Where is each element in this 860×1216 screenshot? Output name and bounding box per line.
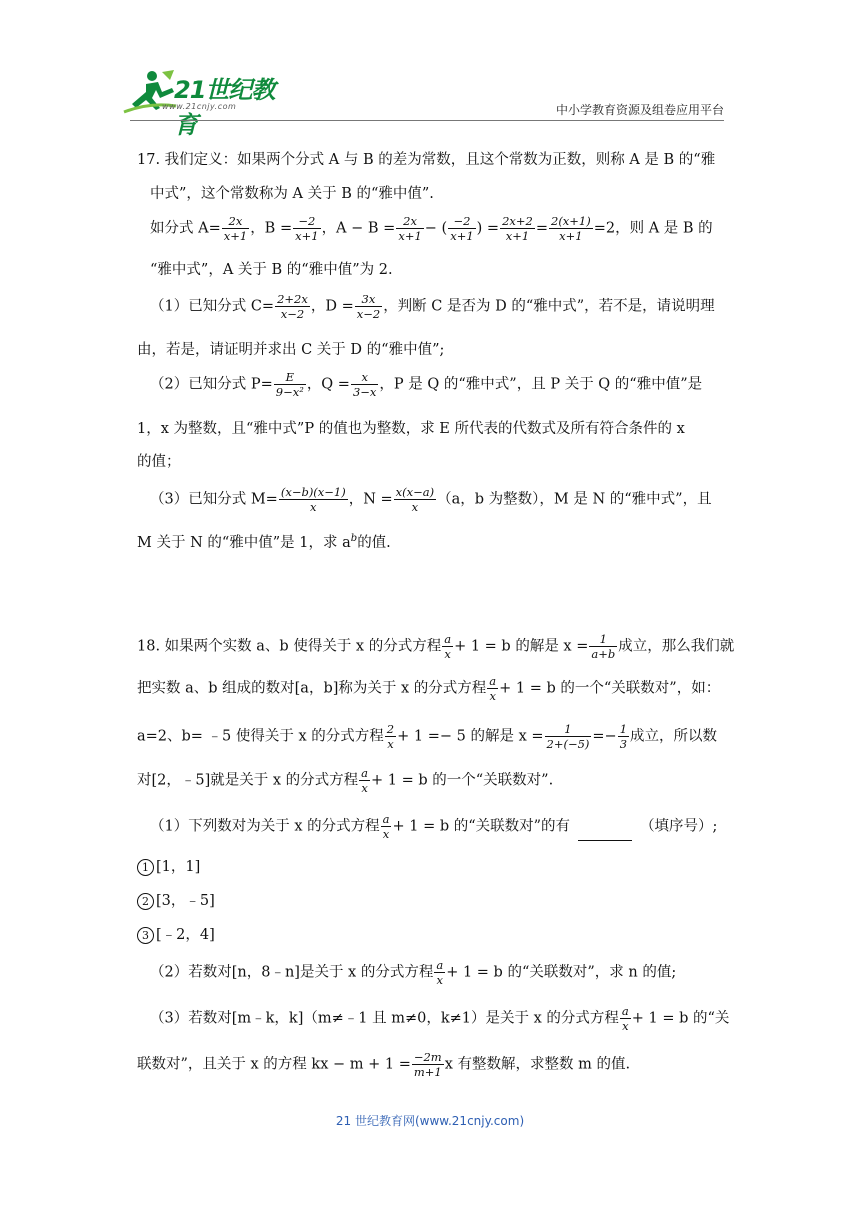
text: 成立，所以数: [630, 728, 718, 745]
text: + 1 =− 5 的解是 x =: [397, 728, 544, 745]
numerator: 1: [589, 632, 617, 647]
text: ，判断 C 是否为 D 的“雅中式”，若不是，请说明理: [383, 298, 715, 315]
fraction: [442, 632, 453, 661]
q17-part-2: [150, 370, 702, 399]
q17-part-1: [150, 292, 715, 321]
numerator: 3x: [355, 292, 382, 307]
fraction: [618, 722, 629, 751]
denominator: x: [622, 1019, 629, 1033]
q17-line-1: 17. 我们定义：如果两个分式 A 与 B 的差为常数，且这个常数为正数，则称 A 是 B 的“雅: [137, 152, 716, 168]
q17-example-line: [150, 214, 713, 243]
text: =2，则 A 是 B 的: [593, 220, 713, 237]
fraction: [589, 632, 617, 661]
denominator: x: [436, 973, 444, 987]
fraction: [279, 485, 348, 514]
header-platform-text: 中小学教育资源及组卷应用平台: [555, 103, 724, 117]
numerator: a: [382, 812, 390, 826]
numerator: 2x: [396, 214, 423, 229]
q18-option-2: [137, 889, 215, 910]
text: + 1 = b 的解是 x =: [454, 638, 589, 655]
denominator: x+1: [450, 229, 474, 243]
denominator: 3−x: [352, 385, 377, 399]
denominator: x+1: [398, 229, 422, 243]
denominator: x: [411, 500, 419, 514]
text: ，N =: [348, 491, 393, 508]
text: （3）若数对[m﹣k，k]（m≠﹣1 且 m≠0，k≠1）是关于 x 的分式方程: [150, 1010, 619, 1027]
text: [﹣2，4]: [156, 927, 215, 943]
fraction: [620, 1004, 631, 1033]
denominator: x+1: [295, 229, 319, 243]
numerator: −2: [293, 214, 320, 229]
numerator: E: [274, 370, 306, 385]
q18-option-1: [137, 855, 200, 876]
fraction: [351, 370, 378, 399]
text: （1）下列数对为关于 x 的分式方程: [150, 818, 380, 835]
text: 18. 如果两个实数 a、b 使得关于 x 的分式方程: [137, 638, 442, 655]
fraction: [385, 722, 396, 751]
q18-line-2: [137, 674, 720, 703]
denominator: x: [387, 737, 394, 751]
denominator: 2+(−5): [546, 737, 590, 751]
denominator: x+1: [223, 229, 248, 243]
text: （填序号）;: [640, 818, 718, 835]
text: [1，1]: [156, 859, 201, 875]
numerator: −2: [448, 214, 475, 229]
text: a=2、b= ﹣5 使得关于 x 的分式方程: [137, 728, 384, 745]
text: ，P 是 Q 的“雅中式”，且 P 关于 Q 的“雅中值”是: [379, 376, 703, 393]
numerator: a: [444, 632, 452, 646]
denominator: x+1: [505, 229, 530, 243]
logo-url: www.21cnjy.com: [162, 102, 237, 111]
text: ，B =: [250, 220, 293, 237]
text: （2）若数对[n，8﹣n]是关于 x 的分式方程: [150, 964, 434, 981]
fraction: [274, 370, 306, 399]
numerator: a: [361, 766, 369, 780]
fraction: [549, 214, 593, 243]
numerator: x(x−a): [395, 485, 435, 499]
q17-line-4: “雅中式”，A 关于 B 的“雅中值”为 2.: [150, 262, 393, 278]
q17-part-1-line-2: 由，若是，请证明并求出 C 关于 D 的“雅中值”;: [137, 342, 445, 358]
fraction: [394, 485, 436, 514]
fraction: [396, 214, 423, 243]
q18-line-1: [137, 632, 734, 661]
text: ，D =: [310, 298, 354, 315]
circled-number: 3: [137, 927, 154, 944]
text: − (: [424, 220, 448, 237]
header-divider: [130, 120, 724, 121]
text: [3，﹣5]: [156, 893, 215, 909]
denominator: x−2: [356, 307, 381, 321]
numerator: a: [621, 1004, 629, 1018]
denominator: x: [310, 500, 317, 514]
fraction: [412, 1050, 444, 1079]
fraction: [275, 292, 310, 321]
numerator: 1: [619, 722, 628, 736]
exponent: b: [350, 533, 358, 545]
denominator: 3: [619, 737, 628, 751]
text: + 1 = b 的一个“关联数对”，如：: [499, 680, 721, 697]
text: 的值.: [357, 535, 391, 551]
denominator: 9−x²: [275, 385, 304, 399]
denominator: m+1: [413, 1065, 442, 1079]
q18-option-3: [137, 923, 215, 944]
fraction: [448, 214, 475, 243]
q17-part-2-line-3: 的值；: [137, 454, 181, 470]
text: 如分式 A=: [150, 220, 221, 237]
q18-part-2: [150, 958, 676, 987]
q17-part-3-line-2: [137, 531, 391, 552]
fraction: [222, 214, 249, 243]
text: =−: [592, 728, 617, 745]
q18-part-3: [150, 1004, 729, 1033]
fraction: [487, 674, 498, 703]
text: ) =: [476, 220, 500, 237]
logo-text: 21世纪教育: [174, 76, 275, 139]
numerator: 2: [386, 722, 395, 736]
q17-line-2: 中式”，这个常数称为 A 关于 B 的“雅中值”.: [150, 186, 434, 202]
fraction: [500, 214, 535, 243]
text: 联数对”，且关于 x 的方程 kx − m + 1 =: [137, 1056, 411, 1073]
text: M 关于 N 的“雅中值”是 1，求 a: [137, 535, 351, 551]
text: x 有整数解，求整数 m 的值.: [444, 1056, 631, 1073]
q17-part-3: [150, 485, 712, 514]
denominator: x: [444, 647, 451, 661]
text: （a，b 为整数），M 是 N 的“雅中式”，且: [437, 491, 712, 508]
denominator: x: [361, 781, 368, 795]
footer-link[interactable]: 21 世纪教育网(www.21cnjy.com): [335, 1114, 525, 1128]
numerator: 2x: [222, 214, 249, 229]
logo: [122, 68, 292, 139]
q18-line-3: [137, 722, 717, 751]
q18-line-4: [137, 766, 553, 795]
text: 对[2，﹣5]就是关于 x 的分式方程: [137, 772, 359, 789]
page-header: [0, 0, 860, 139]
circled-number: 1: [137, 859, 154, 876]
numerator: x: [351, 370, 378, 385]
numerator: 2x+2: [502, 214, 533, 228]
denominator: a+b: [591, 647, 616, 661]
text: + 1 = b 的“关联数对”，求 n 的值;: [446, 964, 677, 981]
answer-blank[interactable]: [578, 826, 632, 841]
text: （2）已知分式 P=: [150, 376, 273, 393]
q18-part-1: [150, 812, 717, 841]
text: （1）已知分式 C=: [150, 298, 275, 315]
text: + 1 = b 的“关: [631, 1010, 730, 1027]
numerator: 2(x+1): [551, 214, 591, 228]
text: =: [535, 220, 548, 237]
fraction: [434, 958, 445, 987]
fraction: [293, 214, 320, 243]
numerator: a: [489, 674, 497, 688]
fraction: [545, 722, 592, 751]
q18-part-3-line-2: [137, 1050, 630, 1079]
numerator: 2+2x: [277, 292, 308, 306]
text: ，Q =: [306, 376, 350, 393]
text: + 1 = b 的“关联数对”的有: [392, 818, 571, 835]
circled-number: 2: [137, 893, 154, 910]
denominator: x: [489, 689, 496, 703]
numerator: 1: [545, 722, 592, 737]
text: 把实数 a、b 组成的数对[a，b]称为关于 x 的分式方程: [137, 680, 487, 697]
denominator: x+1: [559, 229, 583, 243]
numerator: −2m: [413, 1050, 442, 1064]
denominator: x−2: [280, 307, 305, 321]
denominator: x: [382, 827, 390, 841]
text: （3）已知分式 M=: [150, 491, 278, 508]
text: 成立，那么我们就: [618, 638, 735, 655]
text: + 1 = b 的一个“关联数对”.: [371, 772, 554, 789]
text: ，A − B =: [321, 220, 396, 237]
numerator: (x−b)(x−1): [280, 485, 346, 499]
q17-part-2-line-2: 1，x 为整数，且“雅中式”P 的值也为整数，求 E 所代表的代数式及所有符合条件的 x: [137, 421, 685, 437]
fraction: [355, 292, 382, 321]
numerator: a: [436, 958, 444, 972]
fraction: [359, 766, 370, 795]
fraction: [381, 812, 392, 841]
